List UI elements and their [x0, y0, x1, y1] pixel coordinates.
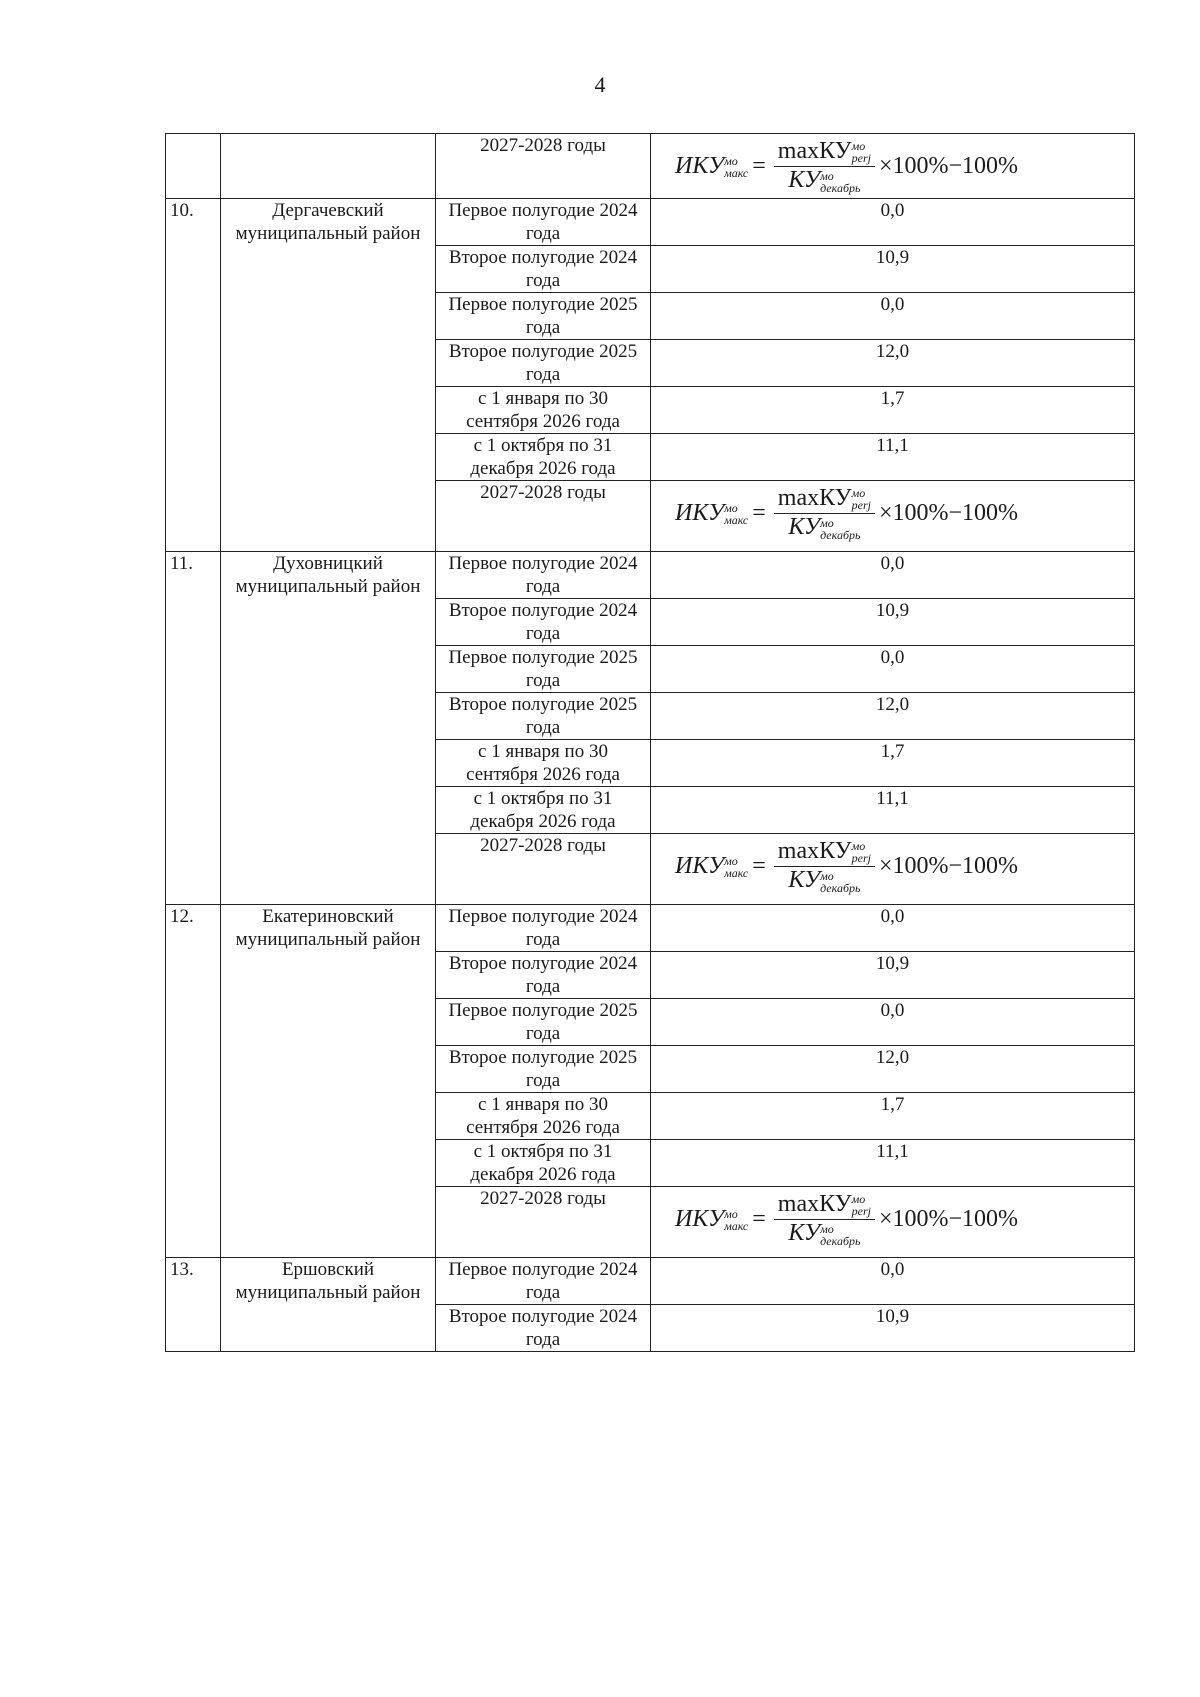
formula-numerator-indices	[852, 487, 871, 511]
value-cell: 12,0	[651, 692, 1135, 739]
formula-fraction	[774, 837, 875, 895]
value-cell: 1,7	[651, 1092, 1135, 1139]
table-row	[166, 134, 1135, 199]
formula-tail: ×100%−100%	[878, 1206, 1019, 1233]
formula-numerator-sup: мо	[851, 139, 866, 154]
formula-tail: ×100%−100%	[878, 500, 1019, 527]
formula-lhs-sub: макс	[724, 165, 749, 180]
formula-lhs-indices	[724, 855, 748, 879]
formula-lhs: ИКУ	[675, 153, 725, 180]
table-row	[166, 198, 1135, 245]
formula-tail: ×100%−100%	[878, 153, 1019, 180]
formula-denominator-text: КУ	[788, 167, 821, 194]
district-number: 12.	[166, 904, 221, 1257]
formula-cell	[651, 833, 1135, 904]
formula-equals: =	[752, 500, 766, 527]
value-cell: 10,9	[651, 245, 1135, 292]
value-cell: 0,0	[651, 292, 1135, 339]
period-cell: Первое полугодие 2024 года	[436, 198, 651, 245]
formula-equals: =	[752, 853, 766, 880]
value-cell: 11,1	[651, 1139, 1135, 1186]
period-cell: Второе полугодие 2024 года	[436, 245, 651, 292]
formula-denominator	[788, 1220, 860, 1246]
tariff-table	[165, 133, 1135, 1352]
period-cell: Первое полугодие 2024 года	[436, 1257, 651, 1304]
period-cell: Первое полугодие 2024 года	[436, 551, 651, 598]
formula-lhs: ИКУ	[675, 853, 725, 880]
formula-denominator-sub: декабрь	[820, 880, 861, 895]
formula-numerator-text: maxКУ	[777, 837, 852, 864]
period-cell: с 1 января по 30 сентября 2026 года	[436, 739, 651, 786]
value-cell: 1,7	[651, 739, 1135, 786]
district-number: 13.	[166, 1257, 221, 1351]
period-cell: Первое полугодие 2025 года	[436, 998, 651, 1045]
formula-numerator-indices	[852, 1193, 871, 1217]
formula-numerator-text: maxКУ	[777, 138, 852, 164]
formula-denominator-sub: декабрь	[820, 527, 861, 542]
formula-denominator-sup: мо	[820, 515, 834, 530]
formula	[675, 837, 1130, 895]
period-cell: Второе полугодие 2025 года	[436, 339, 651, 386]
formula-numerator-text: maxКУ	[777, 1190, 852, 1217]
formula-denominator-text: КУ	[788, 514, 821, 541]
period-cell: Второе полугодие 2024 года	[436, 951, 651, 998]
period-cell: Первое полугодие 2024 года	[436, 904, 651, 951]
formula-denominator-indices	[820, 1223, 860, 1247]
table-row	[166, 904, 1135, 951]
formula-denominator-sub: декабрь	[820, 180, 861, 195]
value-cell: 12,0	[651, 339, 1135, 386]
value-cell: 0,0	[651, 198, 1135, 245]
formula-numerator-indices	[852, 140, 871, 164]
district-name: Духовницкий муниципальный район	[221, 551, 436, 904]
value-cell: 0,0	[651, 998, 1135, 1045]
formula-denominator-indices	[820, 517, 860, 541]
period-cell: с 1 января по 30 сентября 2026 года	[436, 1092, 651, 1139]
formula-lhs-sub: макс	[724, 512, 749, 527]
formula-denominator-indices	[820, 170, 860, 194]
district-name: Екатериновский муниципальный район	[221, 904, 436, 1257]
formula-cell	[651, 480, 1135, 551]
formula-denominator	[788, 867, 860, 893]
formula-numerator-text: maxКУ	[777, 484, 852, 511]
period-cell: Второе полугодие 2025 года	[436, 692, 651, 739]
value-cell: 10,9	[651, 1304, 1135, 1351]
formula-numerator	[774, 140, 875, 167]
period-cell: 2027-2028 годы	[436, 134, 651, 199]
formula-numerator	[774, 484, 875, 514]
formula-lhs: ИКУ	[675, 1206, 725, 1233]
formula-numerator-sub: perj	[851, 851, 871, 866]
formula-numerator-sup: мо	[851, 839, 866, 854]
num-cell	[166, 134, 221, 199]
period-cell: 2027-2028 годы	[436, 1186, 651, 1257]
formula-numerator-indices	[852, 840, 871, 864]
value-cell: 11,1	[651, 433, 1135, 480]
formula-denominator-sup: мо	[820, 168, 834, 183]
period-cell: Второе полугодие 2024 года	[436, 598, 651, 645]
formula-denominator	[788, 514, 860, 540]
formula-numerator-sub: perj	[851, 1204, 871, 1219]
formula-fraction	[774, 484, 875, 542]
formula	[675, 1190, 1130, 1248]
period-cell: с 1 октября по 31 декабря 2026 года	[436, 433, 651, 480]
formula-lhs-indices	[724, 155, 748, 179]
formula-denominator-sub: декабрь	[820, 1233, 861, 1248]
formula-tail: ×100%−100%	[878, 853, 1019, 880]
formula-lhs-sup: мо	[724, 500, 738, 515]
formula	[675, 140, 1130, 194]
formula-lhs-sup: мо	[724, 1206, 738, 1221]
period-cell: 2027-2028 годы	[436, 480, 651, 551]
value-cell: 10,9	[651, 598, 1135, 645]
formula	[675, 484, 1130, 542]
formula-lhs-indices	[724, 1208, 748, 1232]
formula-fraction	[774, 1190, 875, 1248]
formula-lhs-sup: мо	[724, 853, 738, 868]
period-cell: с 1 октября по 31 декабря 2026 года	[436, 1139, 651, 1186]
value-cell: 12,0	[651, 1045, 1135, 1092]
formula-cell	[651, 1186, 1135, 1257]
page-number: 4	[594, 72, 606, 97]
value-cell: 10,9	[651, 951, 1135, 998]
formula-lhs-sub: макс	[724, 1218, 749, 1233]
value-cell: 0,0	[651, 904, 1135, 951]
formula-numerator-sub: perj	[851, 498, 871, 513]
district-name: Ершовский муниципальный район	[221, 1257, 436, 1351]
period-cell: Первое полугодие 2025 года	[436, 292, 651, 339]
formula-numerator	[774, 1190, 875, 1220]
value-cell: 0,0	[651, 551, 1135, 598]
formula-equals: =	[752, 153, 766, 180]
formula-denominator-sup: мо	[820, 868, 834, 883]
period-cell: 2027-2028 годы	[436, 833, 651, 904]
district-name: Дергачевский муниципальный район	[221, 198, 436, 551]
period-cell: с 1 октября по 31 декабря 2026 года	[436, 786, 651, 833]
period-cell: Второе полугодие 2025 года	[436, 1045, 651, 1092]
formula-denominator-indices	[820, 870, 860, 894]
formula-denominator-text: КУ	[788, 1220, 821, 1247]
value-cell: 11,1	[651, 786, 1135, 833]
district-number: 11.	[166, 551, 221, 904]
district-number: 10.	[166, 198, 221, 551]
period-cell: Первое полугодие 2025 года	[436, 645, 651, 692]
formula-numerator	[774, 837, 875, 867]
formula-lhs-sub: макс	[724, 865, 749, 880]
formula-equals: =	[752, 1206, 766, 1233]
formula-denominator-text: КУ	[788, 867, 821, 894]
value-cell: 1,7	[651, 386, 1135, 433]
table-row	[166, 1257, 1135, 1304]
formula-numerator-sup: мо	[851, 486, 866, 501]
formula-lhs-sup: мо	[724, 153, 738, 168]
formula-denominator-sup: мо	[820, 1221, 834, 1236]
formula-lhs-indices	[724, 502, 748, 526]
formula-numerator-sup: мо	[851, 1192, 866, 1207]
value-cell: 0,0	[651, 1257, 1135, 1304]
formula-numerator-sub: perj	[851, 151, 871, 166]
name-cell	[221, 134, 436, 199]
period-cell: с 1 января по 30 сентября 2026 года	[436, 386, 651, 433]
formula-denominator	[788, 167, 860, 193]
formula-fraction	[774, 140, 875, 194]
value-cell: 0,0	[651, 645, 1135, 692]
formula-lhs: ИКУ	[675, 500, 725, 527]
formula-cell	[651, 134, 1135, 199]
table-row	[166, 551, 1135, 598]
period-cell: Второе полугодие 2024 года	[436, 1304, 651, 1351]
